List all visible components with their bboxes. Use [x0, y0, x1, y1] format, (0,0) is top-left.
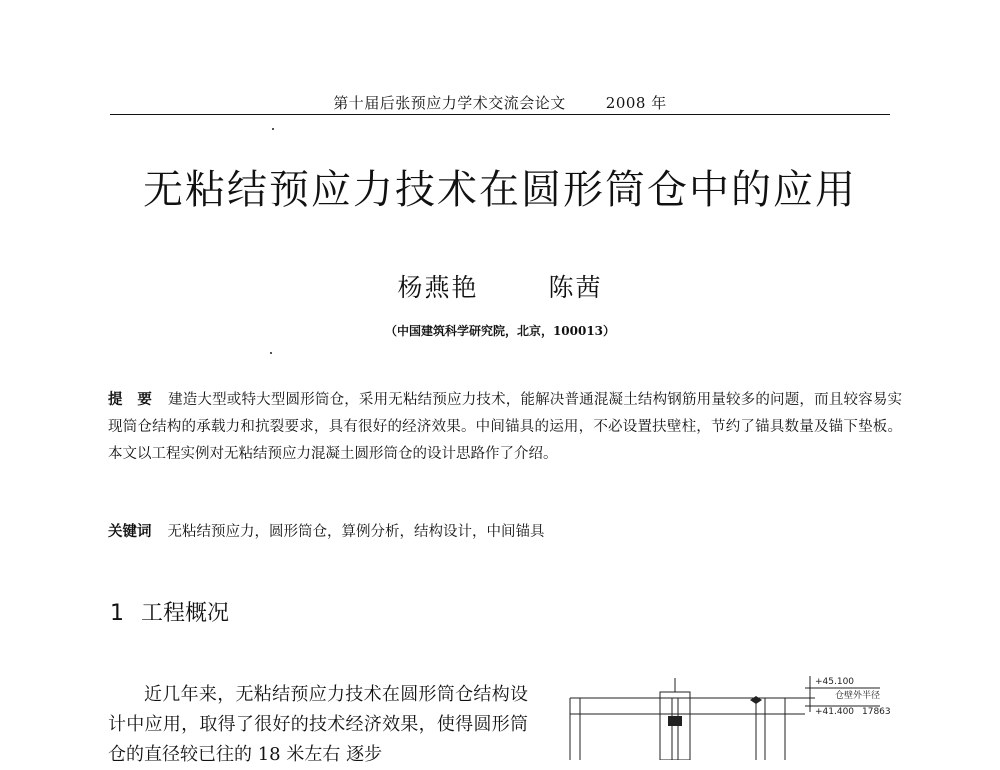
- anchor-mark: [750, 696, 762, 704]
- elevation-top-label: +45.100: [815, 677, 855, 687]
- running-header: [0, 92, 1000, 113]
- affiliation: （中国建筑科学研究院，北京，100013）: [384, 324, 616, 338]
- abstract: [108, 386, 902, 468]
- scan-speck: [272, 128, 274, 130]
- header-rule: [110, 114, 890, 115]
- keywords-text: 无粘结预应力，圆形筒仓，算例分析，结构设计，中间锚具: [167, 524, 545, 540]
- scan-speck: [270, 352, 272, 354]
- author-name: 杨燕艳: [397, 273, 479, 302]
- section-heading: [110, 596, 229, 627]
- section-number: 1: [110, 601, 124, 626]
- note-label: 仓壁外半径: [835, 691, 881, 701]
- author-name: 陈茜: [548, 273, 603, 302]
- conference-name: 第十届后张预应力学术交流会论文: [333, 94, 566, 112]
- abstract-text: 建造大型或特大型圆形筒仓，采用无粘结预应力技术，能解决普通混凝土结构钢筋用量较多的问题，而且较容易实现筒仓结构的承载力和抗裂要求，具有很好的经济效果。中间锚具的运用，不必设置扶壁柱，节约了锚具数量及锚下垫板。本文以工程实例对无粘结预应力混凝土圆形筒仓的设计思路作了介绍。: [108, 392, 903, 462]
- author-list: [0, 268, 1000, 304]
- abstract-label: 提 要: [108, 391, 153, 408]
- section-title: 工程概况: [141, 601, 230, 626]
- header-year: 2008 年: [605, 94, 667, 112]
- keywords: [108, 518, 902, 546]
- silo-elevation-figure: [560, 668, 900, 760]
- keywords-label: 关键词: [108, 523, 152, 540]
- body-paragraph: 近几年来，无粘结预应力技术在圆形筒仓结构设计中应用，取得了很好的技术经济效果，使得圆形筒仓的直径较已往的 18 米左右 逐步: [108, 684, 528, 765]
- dimension-label: 17863: [862, 707, 891, 717]
- elevation-mid-label: +41.400: [815, 707, 855, 717]
- shaft-block: [668, 716, 682, 726]
- paper-title: 无粘结预应力技术在圆形筒仓中的应用: [143, 167, 857, 213]
